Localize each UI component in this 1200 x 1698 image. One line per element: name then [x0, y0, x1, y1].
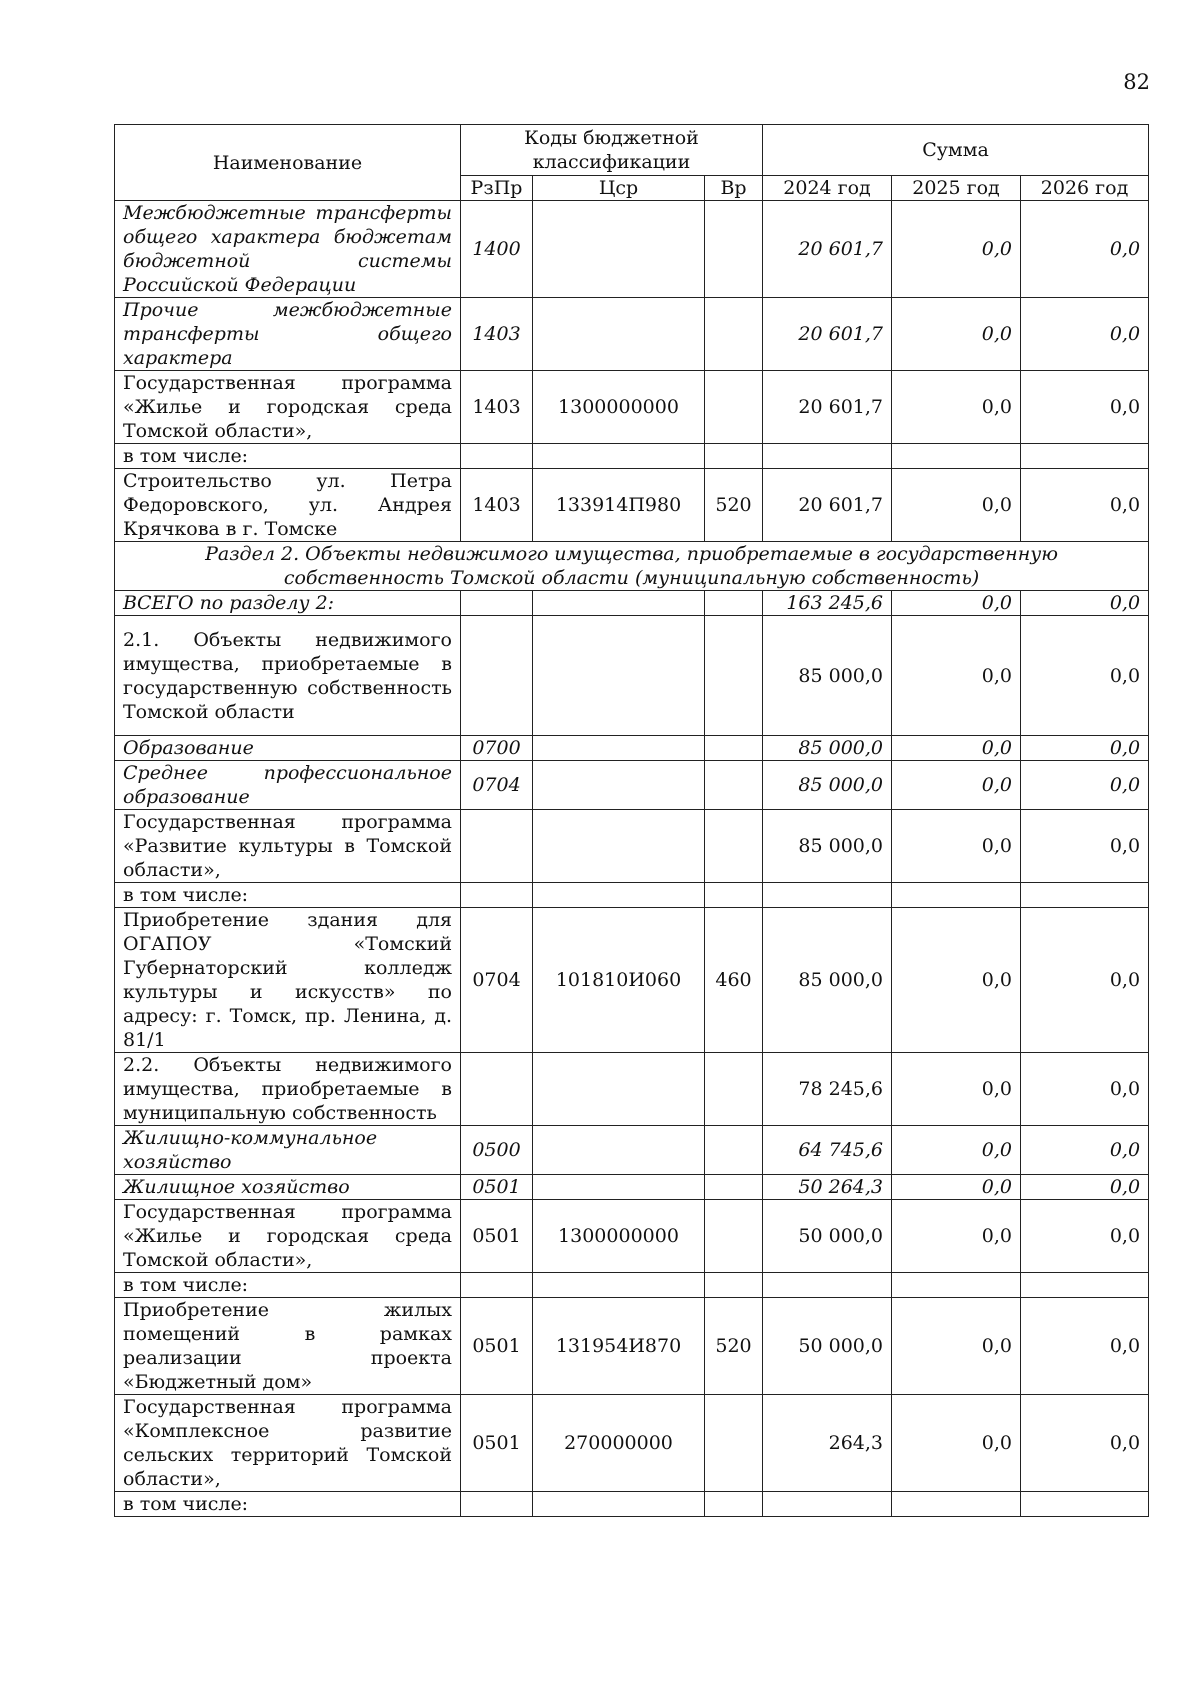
cell-2026: 0,0: [1021, 1395, 1149, 1492]
cell-2024: 85 000,0: [763, 761, 892, 810]
cell-vr: 460: [705, 908, 763, 1053]
table-row: [115, 810, 1149, 883]
table-row: [115, 1298, 1149, 1395]
cell-2025: 0,0: [892, 736, 1021, 761]
cell-csr: [533, 883, 705, 908]
cell-2025: 0,0: [892, 761, 1021, 810]
cell-2025: 0,0: [892, 1298, 1021, 1395]
header-2025: 2025 год: [892, 176, 1021, 201]
cell-vr: [705, 444, 763, 469]
header-codes-group: Коды бюджетной классификации: [461, 125, 763, 176]
cell-2024: [763, 444, 892, 469]
cell-csr: [533, 1273, 705, 1298]
cell-vr: [705, 298, 763, 371]
cell-name: Жилищно-коммунальное хозяйство: [115, 1126, 461, 1175]
cell-2026: [1021, 1492, 1149, 1517]
cell-2025: [892, 1273, 1021, 1298]
cell-2026: 0,0: [1021, 616, 1149, 736]
table-row: [115, 1175, 1149, 1200]
table-row: [115, 736, 1149, 761]
cell-2024: 20 601,7: [763, 371, 892, 444]
cell-csr: 131954И870: [533, 1298, 705, 1395]
cell-vr: [705, 616, 763, 736]
cell-csr: [533, 1126, 705, 1175]
cell-2024: 163 245,6: [763, 591, 892, 616]
cell-2026: [1021, 1273, 1149, 1298]
cell-2026: 0,0: [1021, 1298, 1149, 1395]
cell-rzpr: 0501: [461, 1175, 533, 1200]
cell-name: Государственная программа «Развитие культуры в Томской области»,: [115, 810, 461, 883]
cell-csr: [533, 1053, 705, 1126]
cell-2025: 0,0: [892, 616, 1021, 736]
cell-2026: 0,0: [1021, 736, 1149, 761]
table-row: [115, 469, 1149, 542]
cell-vr: 520: [705, 469, 763, 542]
table-row: [115, 371, 1149, 444]
cell-name: 2.2. Объекты недвижимого имущества, приобретаемые в муниципальную собственность: [115, 1053, 461, 1126]
table-row: [115, 761, 1149, 810]
budget-table: [114, 124, 1149, 1517]
cell-csr: [533, 444, 705, 469]
cell-rzpr: 0500: [461, 1126, 533, 1175]
cell-2026: [1021, 883, 1149, 908]
cell-name: Государственная программа «Жилье и городская среда Томской области»,: [115, 1200, 461, 1273]
cell-2024: 85 000,0: [763, 616, 892, 736]
cell-vr: [705, 371, 763, 444]
cell-rzpr: [461, 1492, 533, 1517]
cell-csr: 270000000: [533, 1395, 705, 1492]
cell-rzpr: 0704: [461, 908, 533, 1053]
section-heading-row: [115, 542, 1149, 591]
cell-2025: [892, 1492, 1021, 1517]
cell-csr: [533, 810, 705, 883]
cell-name: Приобретение здания для ОГАПОУ «Томский Губернаторский колледж культуры и искусств» по адресу: г. Томск, пр. Ленина, д. 81/1: [115, 908, 461, 1053]
cell-2025: 0,0: [892, 1200, 1021, 1273]
cell-2025: 0,0: [892, 908, 1021, 1053]
cell-csr: [533, 298, 705, 371]
cell-name: Образование: [115, 736, 461, 761]
cell-2026: 0,0: [1021, 908, 1149, 1053]
cell-csr: [533, 736, 705, 761]
cell-2024: 85 000,0: [763, 810, 892, 883]
cell-2025: 0,0: [892, 469, 1021, 542]
cell-2026: 0,0: [1021, 1126, 1149, 1175]
cell-2026: 0,0: [1021, 469, 1149, 542]
cell-rzpr: 1403: [461, 298, 533, 371]
cell-2025: 0,0: [892, 201, 1021, 298]
header-2024: 2024 год: [763, 176, 892, 201]
cell-2026: 0,0: [1021, 761, 1149, 810]
cell-csr: [533, 201, 705, 298]
cell-vr: [705, 1175, 763, 1200]
cell-rzpr: [461, 1053, 533, 1126]
cell-2025: 0,0: [892, 591, 1021, 616]
header-vr: Вр: [705, 176, 763, 201]
cell-csr: 1300000000: [533, 1200, 705, 1273]
cell-rzpr: 0700: [461, 736, 533, 761]
cell-vr: [705, 1126, 763, 1175]
cell-2024: [763, 1492, 892, 1517]
cell-name: Государственная программа «Жилье и городская среда Томской области»,: [115, 371, 461, 444]
cell-name: Государственная программа «Комплексное развитие сельских территорий Томской области»,: [115, 1395, 461, 1492]
cell-2024: 20 601,7: [763, 298, 892, 371]
cell-2026: 0,0: [1021, 1175, 1149, 1200]
cell-2024: 50 000,0: [763, 1298, 892, 1395]
table-row: [115, 1200, 1149, 1273]
cell-2025: [892, 444, 1021, 469]
cell-rzpr: 1403: [461, 469, 533, 542]
cell-2024: [763, 1273, 892, 1298]
cell-2025: 0,0: [892, 1175, 1021, 1200]
cell-2025: 0,0: [892, 371, 1021, 444]
cell-name: в том числе:: [115, 1273, 461, 1298]
cell-name: в том числе:: [115, 883, 461, 908]
cell-name: Жилищное хозяйство: [115, 1175, 461, 1200]
section-heading: Раздел 2. Объекты недвижимого имущества, приобретаемые в государственную собственность Томской области (муниципальную собственность): [115, 542, 1149, 591]
cell-vr: [705, 1053, 763, 1126]
cell-2026: 0,0: [1021, 201, 1149, 298]
cell-vr: [705, 1273, 763, 1298]
cell-csr: 133914П980: [533, 469, 705, 542]
table-row: [115, 298, 1149, 371]
cell-rzpr: 0704: [461, 761, 533, 810]
table-row: [115, 1053, 1149, 1126]
cell-name: ВСЕГО по разделу 2:: [115, 591, 461, 616]
table-row: [115, 908, 1149, 1053]
header-csr: Цср: [533, 176, 705, 201]
table-header: [115, 125, 1149, 201]
cell-2025: [892, 883, 1021, 908]
table-row: [115, 1492, 1149, 1517]
cell-2025: 0,0: [892, 1053, 1021, 1126]
table-row: [115, 616, 1149, 736]
cell-2026: 0,0: [1021, 1053, 1149, 1126]
cell-rzpr: [461, 883, 533, 908]
cell-csr: [533, 1175, 705, 1200]
header-name: Наименование: [115, 125, 461, 201]
cell-vr: [705, 761, 763, 810]
cell-2024: 64 745,6: [763, 1126, 892, 1175]
cell-csr: [533, 591, 705, 616]
page-number: 82: [1123, 70, 1150, 94]
cell-csr: [533, 761, 705, 810]
cell-csr: [533, 616, 705, 736]
cell-rzpr: 0501: [461, 1395, 533, 1492]
cell-csr: [533, 1492, 705, 1517]
cell-2024: 85 000,0: [763, 908, 892, 1053]
cell-2024: 20 601,7: [763, 201, 892, 298]
cell-vr: [705, 1395, 763, 1492]
cell-2025: 0,0: [892, 1395, 1021, 1492]
cell-vr: [705, 810, 763, 883]
cell-vr: [705, 736, 763, 761]
cell-rzpr: [461, 444, 533, 469]
cell-name: Прочие межбюджетные трансферты общего характера: [115, 298, 461, 371]
cell-2026: 0,0: [1021, 298, 1149, 371]
cell-2024: 20 601,7: [763, 469, 892, 542]
cell-rzpr: 0501: [461, 1298, 533, 1395]
table-body: [115, 201, 1149, 1517]
cell-2026: 0,0: [1021, 371, 1149, 444]
cell-2024: 78 245,6: [763, 1053, 892, 1126]
table-row: [115, 883, 1149, 908]
cell-2024: 50 264,3: [763, 1175, 892, 1200]
cell-rzpr: 1403: [461, 371, 533, 444]
cell-2024: 264,3: [763, 1395, 892, 1492]
table-row: [115, 201, 1149, 298]
cell-vr: [705, 201, 763, 298]
cell-vr: [705, 1492, 763, 1517]
cell-rzpr: 0501: [461, 1200, 533, 1273]
header-rzpr: РзПр: [461, 176, 533, 201]
table-row: [115, 1126, 1149, 1175]
cell-csr: 101810И060: [533, 908, 705, 1053]
cell-2024: 85 000,0: [763, 736, 892, 761]
cell-2026: 0,0: [1021, 1200, 1149, 1273]
table-row: [115, 591, 1149, 616]
cell-name: в том числе:: [115, 444, 461, 469]
cell-vr: [705, 883, 763, 908]
cell-rzpr: [461, 810, 533, 883]
cell-2026: 0,0: [1021, 810, 1149, 883]
cell-2024: [763, 883, 892, 908]
header-sum-group: Сумма: [763, 125, 1149, 176]
cell-2025: 0,0: [892, 298, 1021, 371]
cell-2024: 50 000,0: [763, 1200, 892, 1273]
cell-2025: 0,0: [892, 1126, 1021, 1175]
cell-2026: 0,0: [1021, 591, 1149, 616]
table-row: [115, 444, 1149, 469]
cell-rzpr: [461, 1273, 533, 1298]
cell-name: 2.1. Объекты недвижимого имущества, приобретаемые в государственную собственность Томской области: [115, 616, 461, 736]
cell-csr: 1300000000: [533, 371, 705, 444]
cell-name: Межбюджетные трансферты общего характера бюджетам бюджетной системы Российской Федерации: [115, 201, 461, 298]
cell-rzpr: 1400: [461, 201, 533, 298]
cell-vr: 520: [705, 1298, 763, 1395]
table-row: [115, 1273, 1149, 1298]
cell-vr: [705, 1200, 763, 1273]
cell-2025: 0,0: [892, 810, 1021, 883]
cell-name: Строительство ул. Петра Федоровского, ул. Андрея Крячкова в г. Томске: [115, 469, 461, 542]
cell-name: Приобретение жилых помещений в рамках реализации проекта «Бюджетный дом»: [115, 1298, 461, 1395]
cell-2026: [1021, 444, 1149, 469]
cell-rzpr: [461, 616, 533, 736]
cell-rzpr: [461, 591, 533, 616]
cell-name: в том числе:: [115, 1492, 461, 1517]
cell-name: Среднее профессиональное образование: [115, 761, 461, 810]
cell-vr: [705, 591, 763, 616]
header-2026: 2026 год: [1021, 176, 1149, 201]
table-row: [115, 1395, 1149, 1492]
